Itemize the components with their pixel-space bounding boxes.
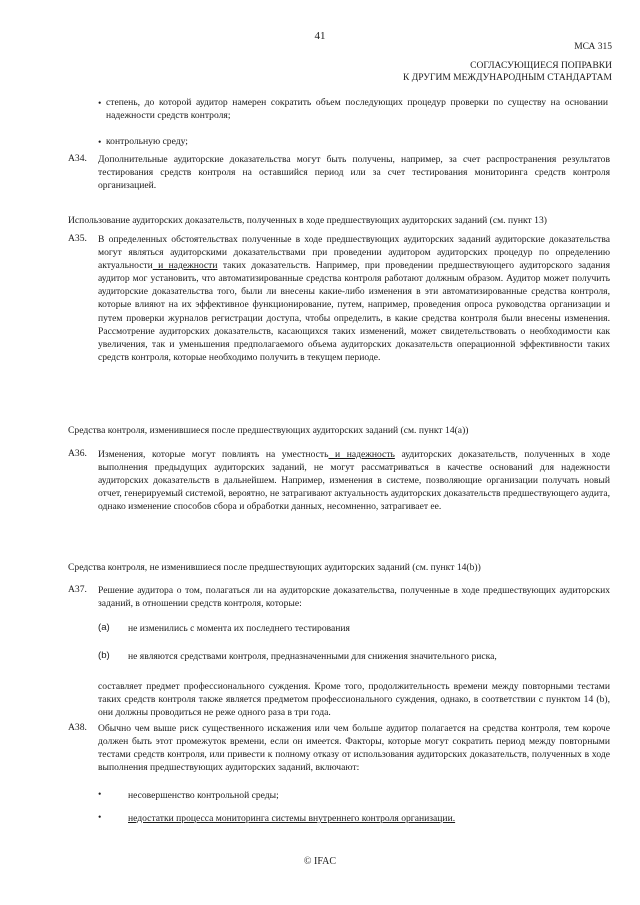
paragraph-a37-closing: составляет предмет профессионального суждения. Кроме того, продолжительность времени между повторными тестами таких средств контроля также является предметом профессионального суждения, однако, в соответствии с пунктом 14 (b), они должны проводиться не реже одного раза в три года. (98, 681, 610, 719)
list-label-a: (a) (98, 622, 110, 633)
list-label-b: (b) (98, 650, 110, 661)
footer-copyright: © IFAC (303, 856, 337, 867)
a36-text-end: аудиторских доказательств, полученных в ходе выполнения предыдущих аудиторских заданий, не могут рассматриваться в качестве оснований для надежности аудиторских доказательств в дальнейшем. Например, изменения в системе, позволяющие организации получать новый отчет, генерируемый системой, вероятно, не затрагивают актуальность аудиторских доказательств предшествующего аудита, однако изменение способов сбора и обработки данных, несомненно, затрагивает ее. (98, 449, 610, 513)
page-number: 41 (314, 30, 326, 42)
intro-bullet-2: контрольную среду; (106, 136, 188, 147)
paragraph-label-a37: A37. (68, 584, 87, 595)
section-heading-changed-controls: Средства контроля, изменившиеся после предшествующих аудиторских заданий (см. пункт 14(а)) (68, 425, 469, 436)
bullet-marker: • (98, 98, 102, 109)
section-heading-previous-audits: Использование аудиторских доказательств, полученных в ходе предшествующих аудиторских заданий (см. пункт 13) (68, 215, 547, 226)
paragraph-label-a35: A35. (68, 233, 87, 244)
running-header (292, 60, 612, 84)
paragraph-a38: Обычно чем выше риск существенного искажения или чем больше аудитор полагается на средства контроля, тем короче должен быть этот промежуток времени, если он имеется. Факторы, которые могут сократить период между повторными тестами средств контроля, или привести к полному отказу от использования аудиторских доказательств, полученных в ходе выполнения предшествующих аудиторских заданий, включают: (98, 723, 610, 774)
a35-underlined-insert: и надежности (152, 260, 218, 272)
list-item-b: не являются средствами контроля, предназначенными для снижения значительного риска, (128, 651, 497, 662)
paragraph-label-a38: A38. (68, 722, 87, 733)
section-heading-unchanged-controls: Средства контроля, не изменившиеся после предшествующих аудиторских заданий (см. пункт 14(b)) (68, 562, 481, 573)
paragraph-label-a36: A36. (68, 448, 87, 459)
intro-bullet-1: степень, до которой аудитор намерен сократить объем последующих процедур проверки по существу на основании надежности средств контроля; (106, 97, 608, 122)
a36-text-start: Изменения, которые могут повлиять на уместность (98, 449, 329, 460)
paragraph-label-a34: A34. (68, 153, 87, 164)
bullet-marker: • (98, 137, 102, 148)
a36-underlined-insert: и надежность (328, 449, 395, 460)
paragraph-a34: Дополнительные аудиторские доказательства могут быть получены, например, за счет распространения результатов тестирования средств контроля на оставшийся период или за счет тестирования мониторинга средств контроля организацией. (98, 154, 610, 192)
a38-bullet-2: недостатки процесса мониторинга системы внутреннего контроля организации. (128, 813, 456, 824)
header-line-1: СОГЛАСУЮЩИЕСЯ ПОПРАВКИ (470, 61, 612, 71)
a35-text-end: таких доказательств. Например, при проведении предшествующего аудиторского задания аудитор мог установить, что автоматизированные средства контроля работают должным образом. Аудитор может получить аудиторские доказательства того, были ли внесены какие-либо изменения в эти автоматизированные средства контроля, которые влияют на их эффективное функционирование, путем, например, проведения опроса руководства организации и путем проверки журналов регистрации доступа, чтобы определить, в какие средства контроля были внесены изменения. Рассмотрение аудиторских доказательств, касающихся таких изменений, может свидетельствовать о необходимости как увеличения, так и уменьшения предполагаемого объема аудиторских доказательств операционной эффективности таких средств контроля, которые необходимо получить в текущем периоде. (98, 260, 610, 363)
document-code: МСА 315 (574, 42, 612, 52)
a38-bullet-1: несовершенство контрольной среды; (128, 790, 279, 801)
paragraph-a35 (98, 233, 610, 364)
list-item-a: не изменились с момента их последнего тестирования (128, 623, 350, 634)
bullet-marker: • (98, 789, 102, 800)
paragraph-a37-intro: Решение аудитора о том, полагаться ли на аудиторские доказательства, полученные в ходе предшествующих аудиторских заданий, в отношении средств контроля, которые: (98, 585, 610, 610)
paragraph-a36 (98, 448, 610, 513)
bullet-marker: • (98, 812, 102, 823)
header-line-2: К ДРУГИМ МЕЖДУНАРОДНЫМ СТАНДАРТАМ (403, 73, 612, 83)
a35-text-start: В определенных обстоятельствах полученные в ходе предшествующих аудиторских заданий аудиторские доказательства могут являться аудиторскими доказательствами при проведении аудитором аудиторских процедур по определению актуальности (98, 234, 610, 272)
